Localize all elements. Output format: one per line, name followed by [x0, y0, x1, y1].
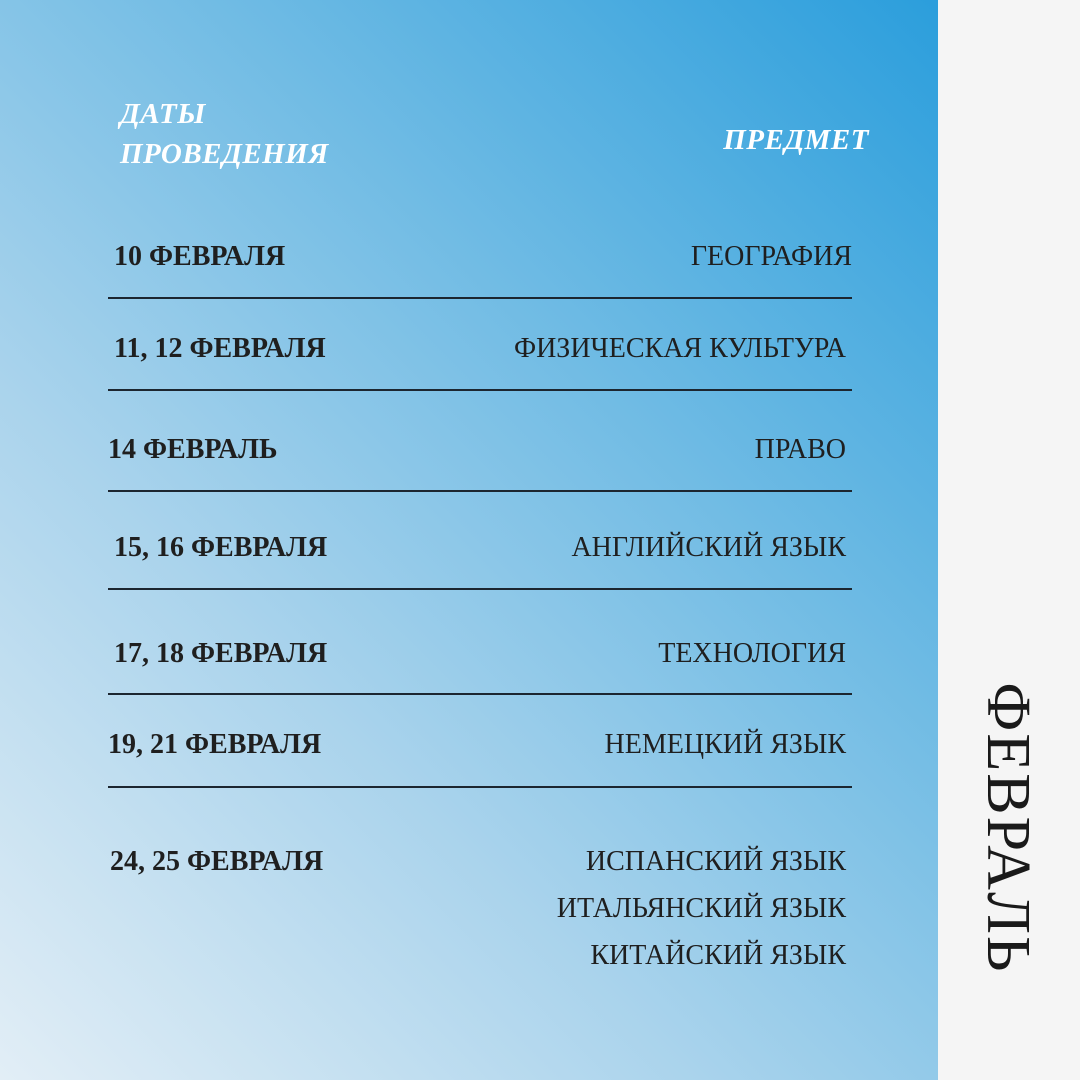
- row-subject: ИСПАНСКИЙ ЯЗЫК: [585, 846, 846, 877]
- row-date: 24, 25 ФЕВРАЛЯ: [110, 846, 324, 877]
- row-subject: ПРАВО: [754, 434, 846, 465]
- row-divider: [108, 588, 852, 590]
- row-date: 10 ФЕВРАЛЯ: [114, 241, 286, 272]
- row-subject: ТЕХНОЛОГИЯ: [658, 638, 846, 669]
- row-divider: [108, 490, 852, 492]
- row-divider: [108, 297, 852, 299]
- row-divider: [108, 693, 852, 695]
- row-date: 14 ФЕВРАЛЬ: [108, 434, 278, 465]
- subject-column-header: ПРЕДМЕТ: [723, 124, 869, 156]
- month-label: ФЕВРАЛЬ: [974, 682, 1042, 974]
- row-subject: ИТАЛЬЯНСКИЙ ЯЗЫК: [556, 893, 846, 924]
- row-subject: ГЕОГРАФИЯ: [690, 241, 852, 272]
- row-subject: НЕМЕЦКИЙ ЯЗЫК: [604, 729, 846, 760]
- row-date: 11, 12 ФЕВРАЛЯ: [114, 333, 326, 364]
- row-date: 17, 18 ФЕВРАЛЯ: [114, 638, 328, 669]
- row-subject: АНГЛИЙСКИЙ ЯЗЫК: [571, 532, 846, 563]
- dates-column-header: ДАТЫ ПРОВЕДЕНИЯ: [120, 98, 329, 170]
- row-divider: [108, 786, 852, 788]
- row-divider: [108, 389, 852, 391]
- row-date: 19, 21 ФЕВРАЛЯ: [108, 729, 322, 760]
- row-subject: ФИЗИЧЕСКАЯ КУЛЬТУРА: [513, 333, 846, 364]
- row-subject: КИТАЙСКИЙ ЯЗЫК: [590, 940, 846, 971]
- row-date: 15, 16 ФЕВРАЛЯ: [114, 532, 328, 563]
